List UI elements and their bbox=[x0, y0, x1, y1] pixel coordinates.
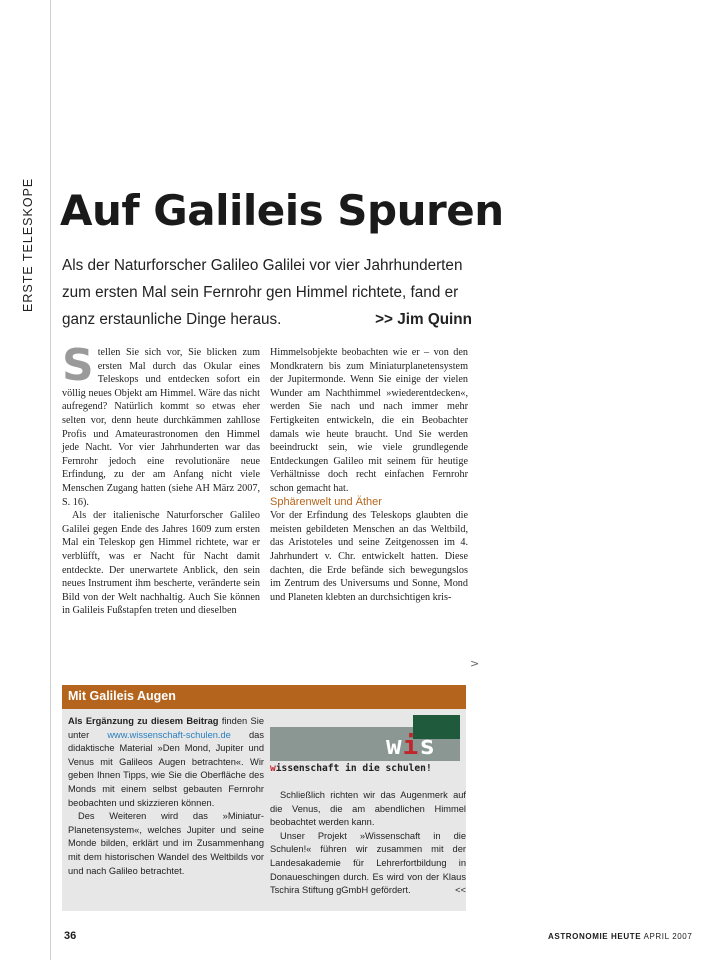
paragraph: Als Ergänzung zu diesem Beitrag finden Sie unter www.wissenschaft-schulen.de das didaktische Material »Den Mond, Jupiter und Venus mit Galileos Augen betrachten«. Wir geben Ihnen Tipps, wie Sie die Oberfläche des Monds mit einem selbst gebauten Fernrohr beobachten und skizzieren können. bbox=[68, 716, 264, 808]
section-label: ERSTE TELESKOPE bbox=[21, 177, 35, 312]
article-lead bbox=[62, 252, 472, 333]
page-number: 36 bbox=[64, 930, 77, 942]
paragraph: Des Weiteren wird das »Miniatur-Planetensystem«, welches Jupiter und seine Monde bilden, erklärt und im Zusammenhang mit dem historischen Wandel des Weltbilds vor und nach Galileo betrachtet. bbox=[68, 811, 264, 876]
author-byline: >> Jim Quinn bbox=[375, 311, 472, 328]
paragraph: Himmelsobjekte beobachten wie er – von den Mondkratern bis zum Miniaturplanetensystem der Jupitermonde. Wenn Sie einige der vielen Wunder am Nachthimmel »wiederentdecken«, werden Sie nach und nach immer mehr Fertigkeiten entwickeln, die ein Beobachter damals wie heute braucht. Und Sie werden beeindruckt sein, wie viele grundlegende Entdeckungen Galileo mit seinem für heutige Verhältnisse doch recht einfachen Fernrohr schon gemacht hat. bbox=[270, 347, 468, 494]
article-column-2 bbox=[270, 346, 468, 604]
paragraph: Stellen Sie sich vor, Sie blicken zum ersten Mal durch das Okular eines Teleskops und entdecken sofort ein völlig neues Objekt am Himmel. Wäre das nicht aufregend? Natürlich kommt so etwas eher selten vor, denn heute durchkämmen zahllose Profis und Amateurastronomen den Himmel jede Nacht. Vor vier Jahrhunderten war das Fernrohr jedoch eine revolutionäre neue Erfindung, zu der am Anfang nicht viele Menschen Zugang hatten (siehe AH März 2007, S. 16). bbox=[62, 340, 260, 508]
logo-tagline: wissenschaft in die schulen! bbox=[270, 763, 432, 774]
info-box-title: Mit Galileis Augen bbox=[68, 689, 176, 703]
website-link[interactable]: www.wissenschaft-schulen.de bbox=[107, 729, 231, 740]
wis-logo bbox=[270, 715, 460, 761]
lead-text: Als der Naturforscher Galileo Galilei vor vier Jahrhunderten zum ersten Mal sein Fernrohr gen Himmel richtete, fand er ganz erstaunliche Dinge heraus. bbox=[62, 257, 463, 328]
margin-rule bbox=[50, 0, 51, 960]
article-column-1 bbox=[62, 340, 260, 618]
subheading: Sphärenwelt und Äther bbox=[270, 495, 382, 508]
article-title: Auf Galileis Spuren bbox=[60, 186, 504, 235]
paragraph: Vor der Erfindung des Teleskops glaubten die meisten gebildeten Menschen an das Weltbild, das Aristoteles und seine Zeitgenossen im 4. Jahrhundert v. Chr. entwickelt hatten. Diese dachten, die Erde befände sich bewegungslos im Zentrum des Universums und Sonne, Mond und Planeten klebten an durchsichtigen kris- bbox=[270, 510, 468, 603]
paragraph: Schließlich richten wir das Augenmerk auf die Venus, die am abendlichen Himmel beobachtet werden kann. bbox=[270, 790, 466, 828]
logo-lettering: wis bbox=[386, 731, 436, 761]
drop-cap: S bbox=[62, 340, 94, 391]
journal-footer: ASTRONOMIE HEUTE APRIL 2007 bbox=[548, 932, 693, 941]
info-box bbox=[62, 685, 466, 911]
info-box-header bbox=[62, 685, 466, 709]
info-box-column-2 bbox=[270, 789, 466, 898]
continue-arrow-icon: > bbox=[470, 657, 480, 670]
info-box-column-1 bbox=[68, 715, 264, 878]
paragraph: Als der italienische Naturforscher Galileo Galilei gegen Ende des Jahres 1609 zum ersten Mal ein Teleskop gen Himmel richtete, war er verblüfft, was er Nacht für Nacht damit entdeckte. Der unerwartete Anblick, den sein neues Instrument ihm bescherte, veränderte sein Bild von der Welt nachhaltig. Auch Sie können in Galileis Fußstapfen treten und dieselben bbox=[62, 510, 260, 617]
end-mark: << bbox=[455, 885, 466, 896]
paragraph: Unser Projekt »Wissenschaft in die Schulen!« führen wir zusammen mit der Landesakademie für Lehrerfortbildung in Donaueschingen durch. Es wird von der Klaus Tschira Stiftung gGmbH gefördert. << bbox=[270, 830, 466, 898]
